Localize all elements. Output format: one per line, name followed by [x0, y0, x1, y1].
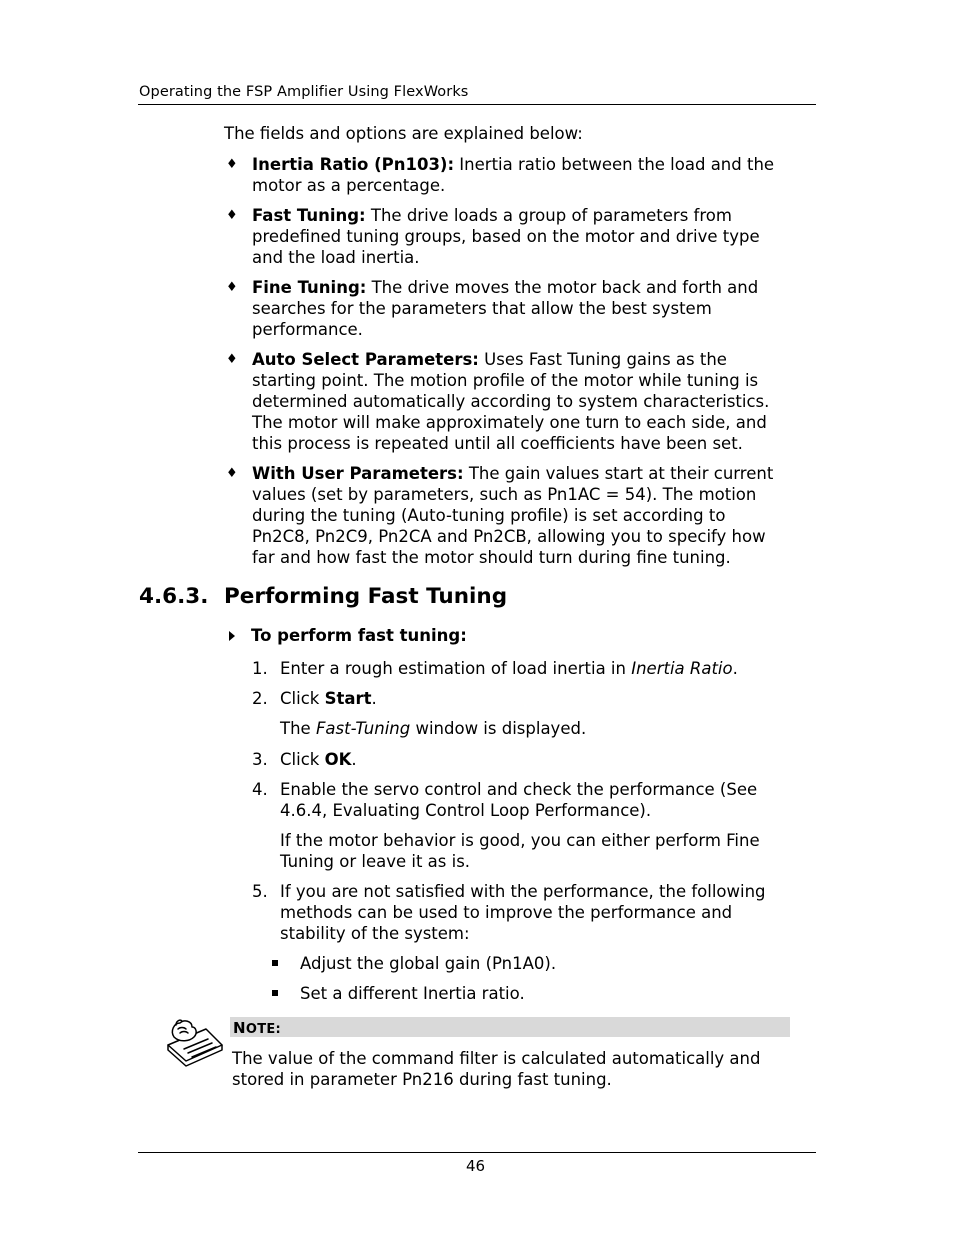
step-line: Enable the servo control and check the performance (See: [280, 780, 758, 799]
step-3-text: [280, 749, 357, 770]
step-number: 4.: [252, 780, 268, 799]
note-label-initial: N: [233, 1019, 246, 1037]
field-desc-line: The drive loads a group of parameters from: [365, 206, 732, 225]
diamond-bullet-icon: ♦: [226, 466, 238, 481]
sub-item: Set a different Inertia ratio.: [300, 984, 525, 1003]
note-line: stored in parameter Pn216 during fast tuning.: [232, 1070, 612, 1089]
step-1-text: [280, 658, 738, 679]
note-label: [233, 1019, 281, 1037]
note-label-bar: [230, 1017, 790, 1037]
section-number: 4.6.3.: [139, 584, 209, 609]
header-rule: [138, 104, 816, 105]
field-item-inertia-ratio: [252, 154, 774, 196]
triangle-arrow-icon: [229, 631, 235, 641]
field-desc-line: performance.: [252, 320, 363, 339]
field-term: With User Parameters:: [252, 464, 464, 483]
step-4-note: [280, 830, 760, 872]
field-term: Inertia Ratio (Pn103):: [252, 155, 455, 174]
step-5-text: [280, 881, 766, 944]
section-title: Performing Fast Tuning: [224, 584, 508, 609]
note-line: The value of the command filter is calculated automatically and: [232, 1049, 761, 1068]
field-item-fine-tuning: [252, 277, 758, 340]
procedure-title-row: [229, 626, 467, 645]
step-strong: Start: [324, 689, 372, 708]
step-line: methods can be used to improve the performance and: [280, 903, 733, 922]
note-hand-icon: [164, 1015, 226, 1067]
field-desc-line: starting point. The motion profile of the motor while tuning is: [252, 371, 759, 390]
field-term: Auto Select Parameters:: [252, 350, 479, 369]
section-heading: [139, 584, 507, 609]
procedure-title: To perform fast tuning:: [251, 626, 467, 645]
step-4-text: [280, 779, 757, 821]
step-text: .: [371, 689, 377, 708]
step-line: Tuning or leave it as is.: [280, 852, 471, 871]
diamond-bullet-icon: ♦: [226, 280, 238, 295]
field-desc-line: and the load inertia.: [252, 248, 420, 267]
field-desc-line: Uses Fast Tuning gains as the: [478, 350, 727, 369]
diamond-bullet-icon: ♦: [226, 157, 238, 172]
step-number: 3.: [252, 750, 268, 769]
field-desc-line: predefined tuning groups, based on the motor and drive type: [252, 227, 760, 246]
note-text: [232, 1048, 760, 1090]
step-text: Click: [280, 750, 325, 769]
step-text: The: [280, 719, 316, 738]
step-line: If the motor behavior is good, you can either perform Fine: [280, 831, 760, 850]
step-text: .: [351, 750, 357, 769]
step-text: Click: [280, 689, 325, 708]
footer-rule: [138, 1152, 816, 1153]
intro-text: The fields and options are explained below:: [224, 124, 583, 143]
step-emphasis: Fast-Tuning: [315, 719, 411, 738]
step-line: stability of the system:: [280, 924, 470, 943]
step-number: 1.: [252, 659, 268, 678]
step-2-text: [280, 688, 377, 709]
field-desc-line: during the tuning (Auto-tuning profile) is set according to: [252, 506, 726, 525]
field-desc-line: motor as a percentage.: [252, 176, 446, 195]
diamond-bullet-icon: ♦: [226, 352, 238, 367]
field-desc-line: values (set by parameters, such as Pn1AC = 54). The motion: [252, 485, 757, 504]
step-line: 4.6.4, Evaluating Control Loop Performance).: [280, 801, 652, 820]
square-bullet-icon: [272, 990, 278, 996]
page-number: 46: [466, 1157, 486, 1175]
field-desc-line: searches for the parameters that allow the best system: [252, 299, 712, 318]
field-desc-line: The drive moves the motor back and forth and: [366, 278, 759, 297]
field-desc-line: The motor will make approximately one turn to each side, and: [252, 413, 767, 432]
sub-item: Adjust the global gain (Pn1A0).: [300, 954, 557, 973]
field-desc-line: Inertia ratio between the load and the: [454, 155, 775, 174]
field-desc-line: determined automatically according to system characteristics.: [252, 392, 770, 411]
diamond-bullet-icon: ♦: [226, 208, 238, 223]
step-number: 2.: [252, 689, 268, 708]
field-desc-line: The gain values start at their current: [463, 464, 774, 483]
square-bullet-icon: [272, 960, 278, 966]
field-term: Fast Tuning:: [252, 206, 366, 225]
step-2-result: [280, 718, 586, 739]
field-item-user-parameters: [252, 463, 773, 568]
step-line: If you are not satisfied with the performance, the following: [280, 882, 766, 901]
field-item-auto-select: [252, 349, 769, 454]
step-text: Enter a rough estimation of load inertia in: [280, 659, 632, 678]
field-item-fast-tuning: [252, 205, 760, 268]
running-header: Operating the FSP Amplifier Using FlexWorks: [139, 84, 469, 100]
step-text: .: [732, 659, 738, 678]
step-number: 5.: [252, 882, 268, 901]
step-text: window is displayed.: [410, 719, 587, 738]
field-desc-line: Pn2C8, Pn2C9, Pn2CA and Pn2CB, allowing you to specify how: [252, 527, 766, 546]
step-emphasis: Inertia Ratio: [631, 659, 733, 678]
step-strong: OK: [324, 750, 352, 769]
field-desc-line: this process is repeated until all coefficients have been set.: [252, 434, 743, 453]
note-label-rest: OTE:: [245, 1022, 282, 1037]
field-term: Fine Tuning:: [252, 278, 367, 297]
field-desc-line: far and how fast the motor should turn during fine tuning.: [252, 548, 731, 567]
